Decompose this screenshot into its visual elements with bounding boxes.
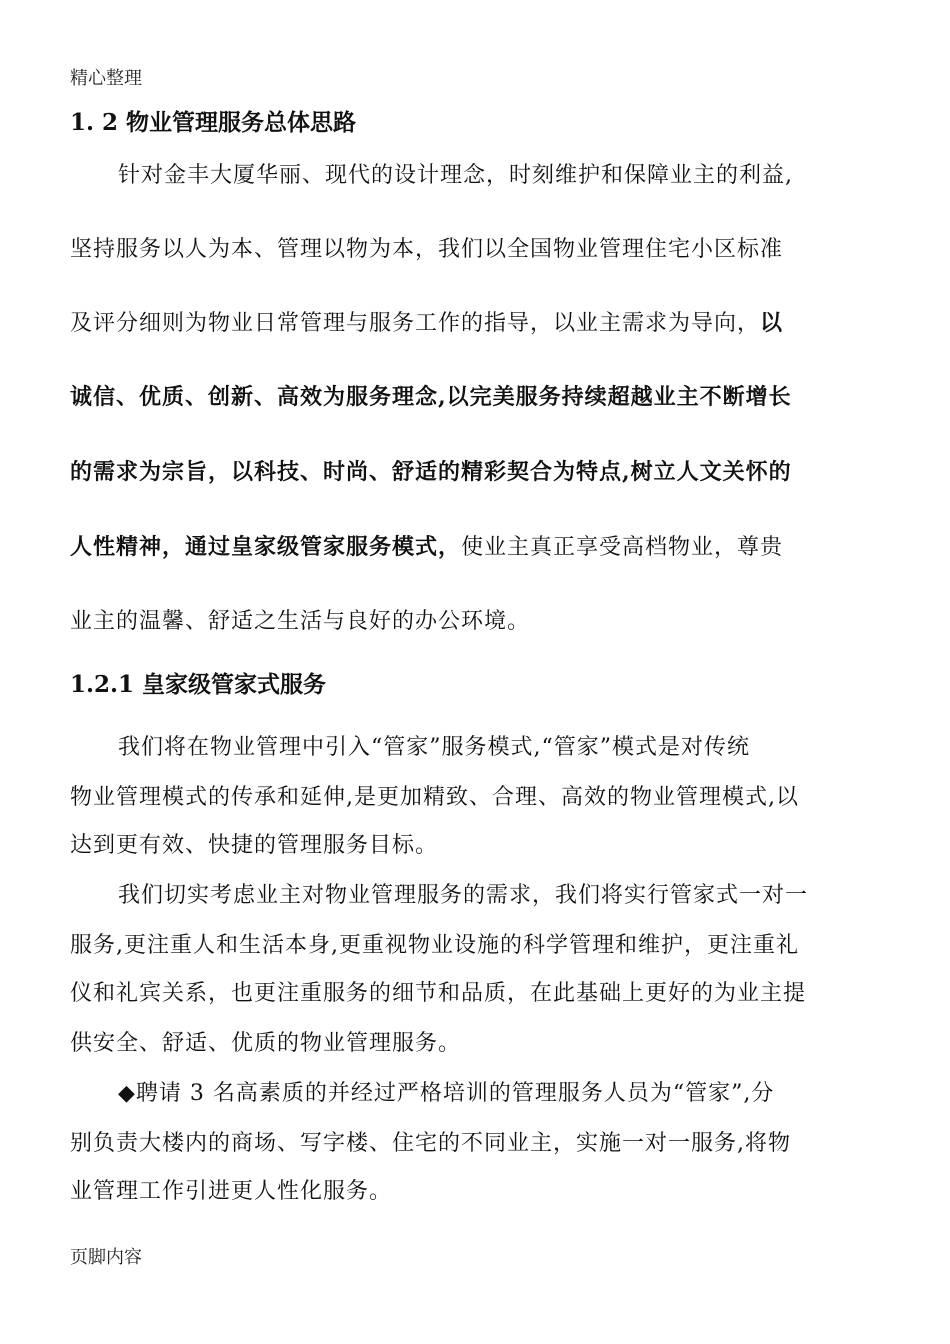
text-run: 使业主真正享受高档物业，尊贵 xyxy=(461,535,784,560)
text-run: 及评分细则为物业日常管理与服务工作的指导，以业主需求为导向， xyxy=(70,311,761,336)
paragraph-line: 我们切实考虑业主对物业管理服务的需求，我们将实行管家式一对一 xyxy=(118,883,809,908)
bold-text-run: 的需求为宗旨，以科技、时尚、舒适的精彩契合为特点,树立人文关怀的 xyxy=(70,459,792,485)
text-run: 坚持服务以人为本、管理以物为本，我们以全国物业管理住宅小区标准 xyxy=(70,237,784,262)
text-run: 业主的温馨、舒适之生活与良好的办公环境。 xyxy=(70,609,531,634)
paragraph-line: 服务,更注重人和生活本身,更重视物业设施的科学管理和维护，更注重礼 xyxy=(70,933,799,958)
paragraph-line: ◆聘请 3 名高素质的并经过严格培训的管理服务人员为“管家”,分 xyxy=(118,1081,775,1106)
bold-text-run: 诚信、优质、创新、高效为服务理念,以完美服务持续超越业主不断增长 xyxy=(70,384,792,410)
paragraph-line xyxy=(70,455,870,486)
paragraph-line: 别负责大楼内的商场、写字楼、住宅的不同业主，实施一对一服务,将物 xyxy=(70,1131,791,1156)
paragraph-line xyxy=(118,158,918,189)
text-run: 针对金丰大厦华丽、现代的设计理念，时刻维护和保障业主的利益, xyxy=(118,163,793,188)
paragraph-line xyxy=(70,306,870,337)
bold-text-run: 人性精神，通过皇家级管家服务模式， xyxy=(70,534,462,560)
paragraph-line: 仪和礼宾关系，也更注重服务的细节和品质，在此基础上更好的为业主提 xyxy=(70,981,807,1006)
paragraph-line: 达到更有效、快捷的管理服务目标。 xyxy=(70,833,439,858)
page-footer: 页脚内容 xyxy=(70,1247,142,1268)
paragraph-line: 供安全、舒适、优质的物业管理服务。 xyxy=(70,1031,462,1056)
paragraph-line: 物业管理模式的传承和延伸,是更加精致、合理、高效的物业管理模式,以 xyxy=(70,785,799,810)
paragraph-line: 我们将在物业管理中引入“管家”服务模式,“管家”模式是对传统 xyxy=(118,735,750,760)
paragraph-line: 业管理工作引进更人性化服务。 xyxy=(70,1179,393,1204)
subsection-heading: 1.2.1 皇家级管家式服务 xyxy=(70,671,327,698)
paragraph-line xyxy=(70,530,870,561)
section-heading: 1. 2 物业管理服务总体思路 xyxy=(70,109,357,136)
page-header: 精心整理 xyxy=(70,68,142,89)
paragraph-line xyxy=(70,604,870,635)
paragraph-line xyxy=(70,380,870,411)
bold-text-run: 以 xyxy=(760,310,784,336)
paragraph-line xyxy=(70,232,870,263)
